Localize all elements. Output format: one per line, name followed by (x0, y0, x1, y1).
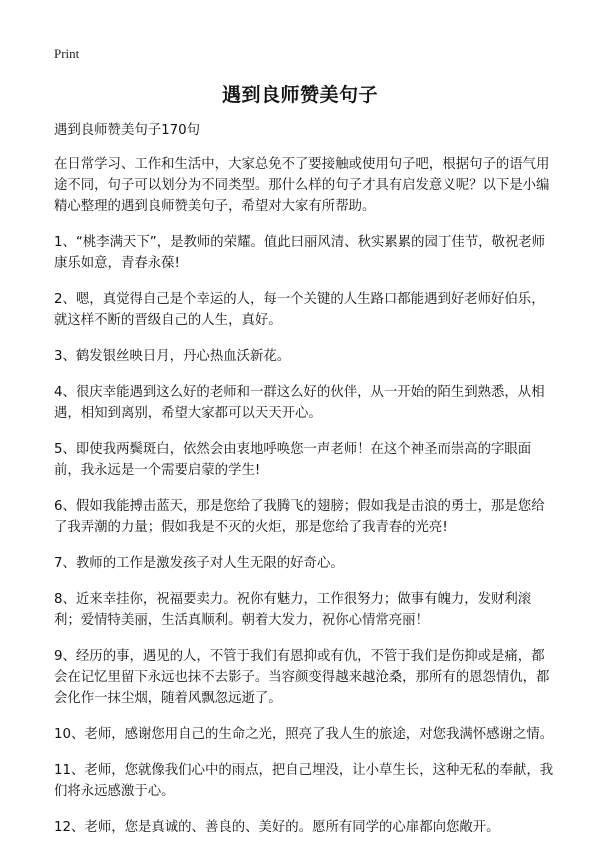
list-item: 5、即使我两鬓斑白，依然会由衷地呼唤您一声老师！在这个神圣而崇高的字眼面前，我永远是一个需要启蒙的学生! (54, 442, 532, 478)
list-item: 10、老师，感谢您用自己的生命之光，照亮了我人生的旅途，对您我满怀感谢之情。 (54, 727, 554, 742)
page-title: 遇到良师赞美句子 (221, 84, 378, 106)
list-item: 12、老师，您是真诚的、善良的、美好的。愿所有同学的心扉都向您敞开。 (54, 820, 500, 835)
list-item: 6、假如我能搏击蓝天，那是您给了我腾飞的翅膀；假如我是击浪的勇士，那是您给了我弄潮的力量；假如我是不灭的火炬，那是您给了我青春的光亮! (54, 499, 545, 535)
list-item: 7、教师的工作是激发孩子对人生无限的好奇心。 (54, 556, 344, 571)
print-link[interactable]: Print (54, 46, 80, 61)
list-item: 9、经历的事，遇见的人，不管于我们有恩抑或有仇，不管于我们是伤抑或是痛，都会在记忆里留下永远也抹不去影子。当容颜变得越来越沧桑，那所有的恩怨情仇，都会化作一抹尘烟，随着风飘忽远逝了。 (54, 649, 550, 706)
list-item: 1、“桃李满天下”，是教师的荣耀。值此曰丽风清、秋实累累的园丁佳节，敬祝老师康乐如意，青春永葆! (54, 235, 546, 271)
list-item: 4、很庆幸能遇到这么好的老师和一群这么好的伙伴，从一开始的陌生到熟悉，从相遇，相知到离别，希望大家都可以天天开心。 (54, 385, 545, 421)
list-item: 11、老师，您就像我们心中的雨点，把自己埋没，让小草生长，这种无私的奉献，我们将永远感激于心。 (54, 763, 554, 799)
list-item: 8、近来幸挂你，祝福要卖力。祝你有魅力，工作很努力；做事有魄力，发财利滚利；爱情特美丽，生活真顺利。朝着大发力，祝你心情常亮丽！ (54, 592, 532, 628)
list-item: 3、鹤发银丝映日月，丹心热血沃新花。 (54, 349, 291, 364)
list-item: 2、嗯，真觉得自己是个幸运的人，每一个关键的人生路口都能遇到好老师好伯乐，就这样不断的晋级自己的人生，真好。 (54, 292, 545, 328)
document-body (54, 120, 554, 853)
intro-paragraph: 在日常学习、工作和生活中，大家总免不了要接触或使用句子吧，根据句子的语气用途不同，句子可以划分为不同类型。那什么样的句子才具有启发意义呢？以下是小编精心整理的遇到良师赞美句子，希望对大家有所帮助。 (54, 157, 550, 214)
document-subtitle: 遇到良师赞美句子170句 (54, 123, 201, 138)
